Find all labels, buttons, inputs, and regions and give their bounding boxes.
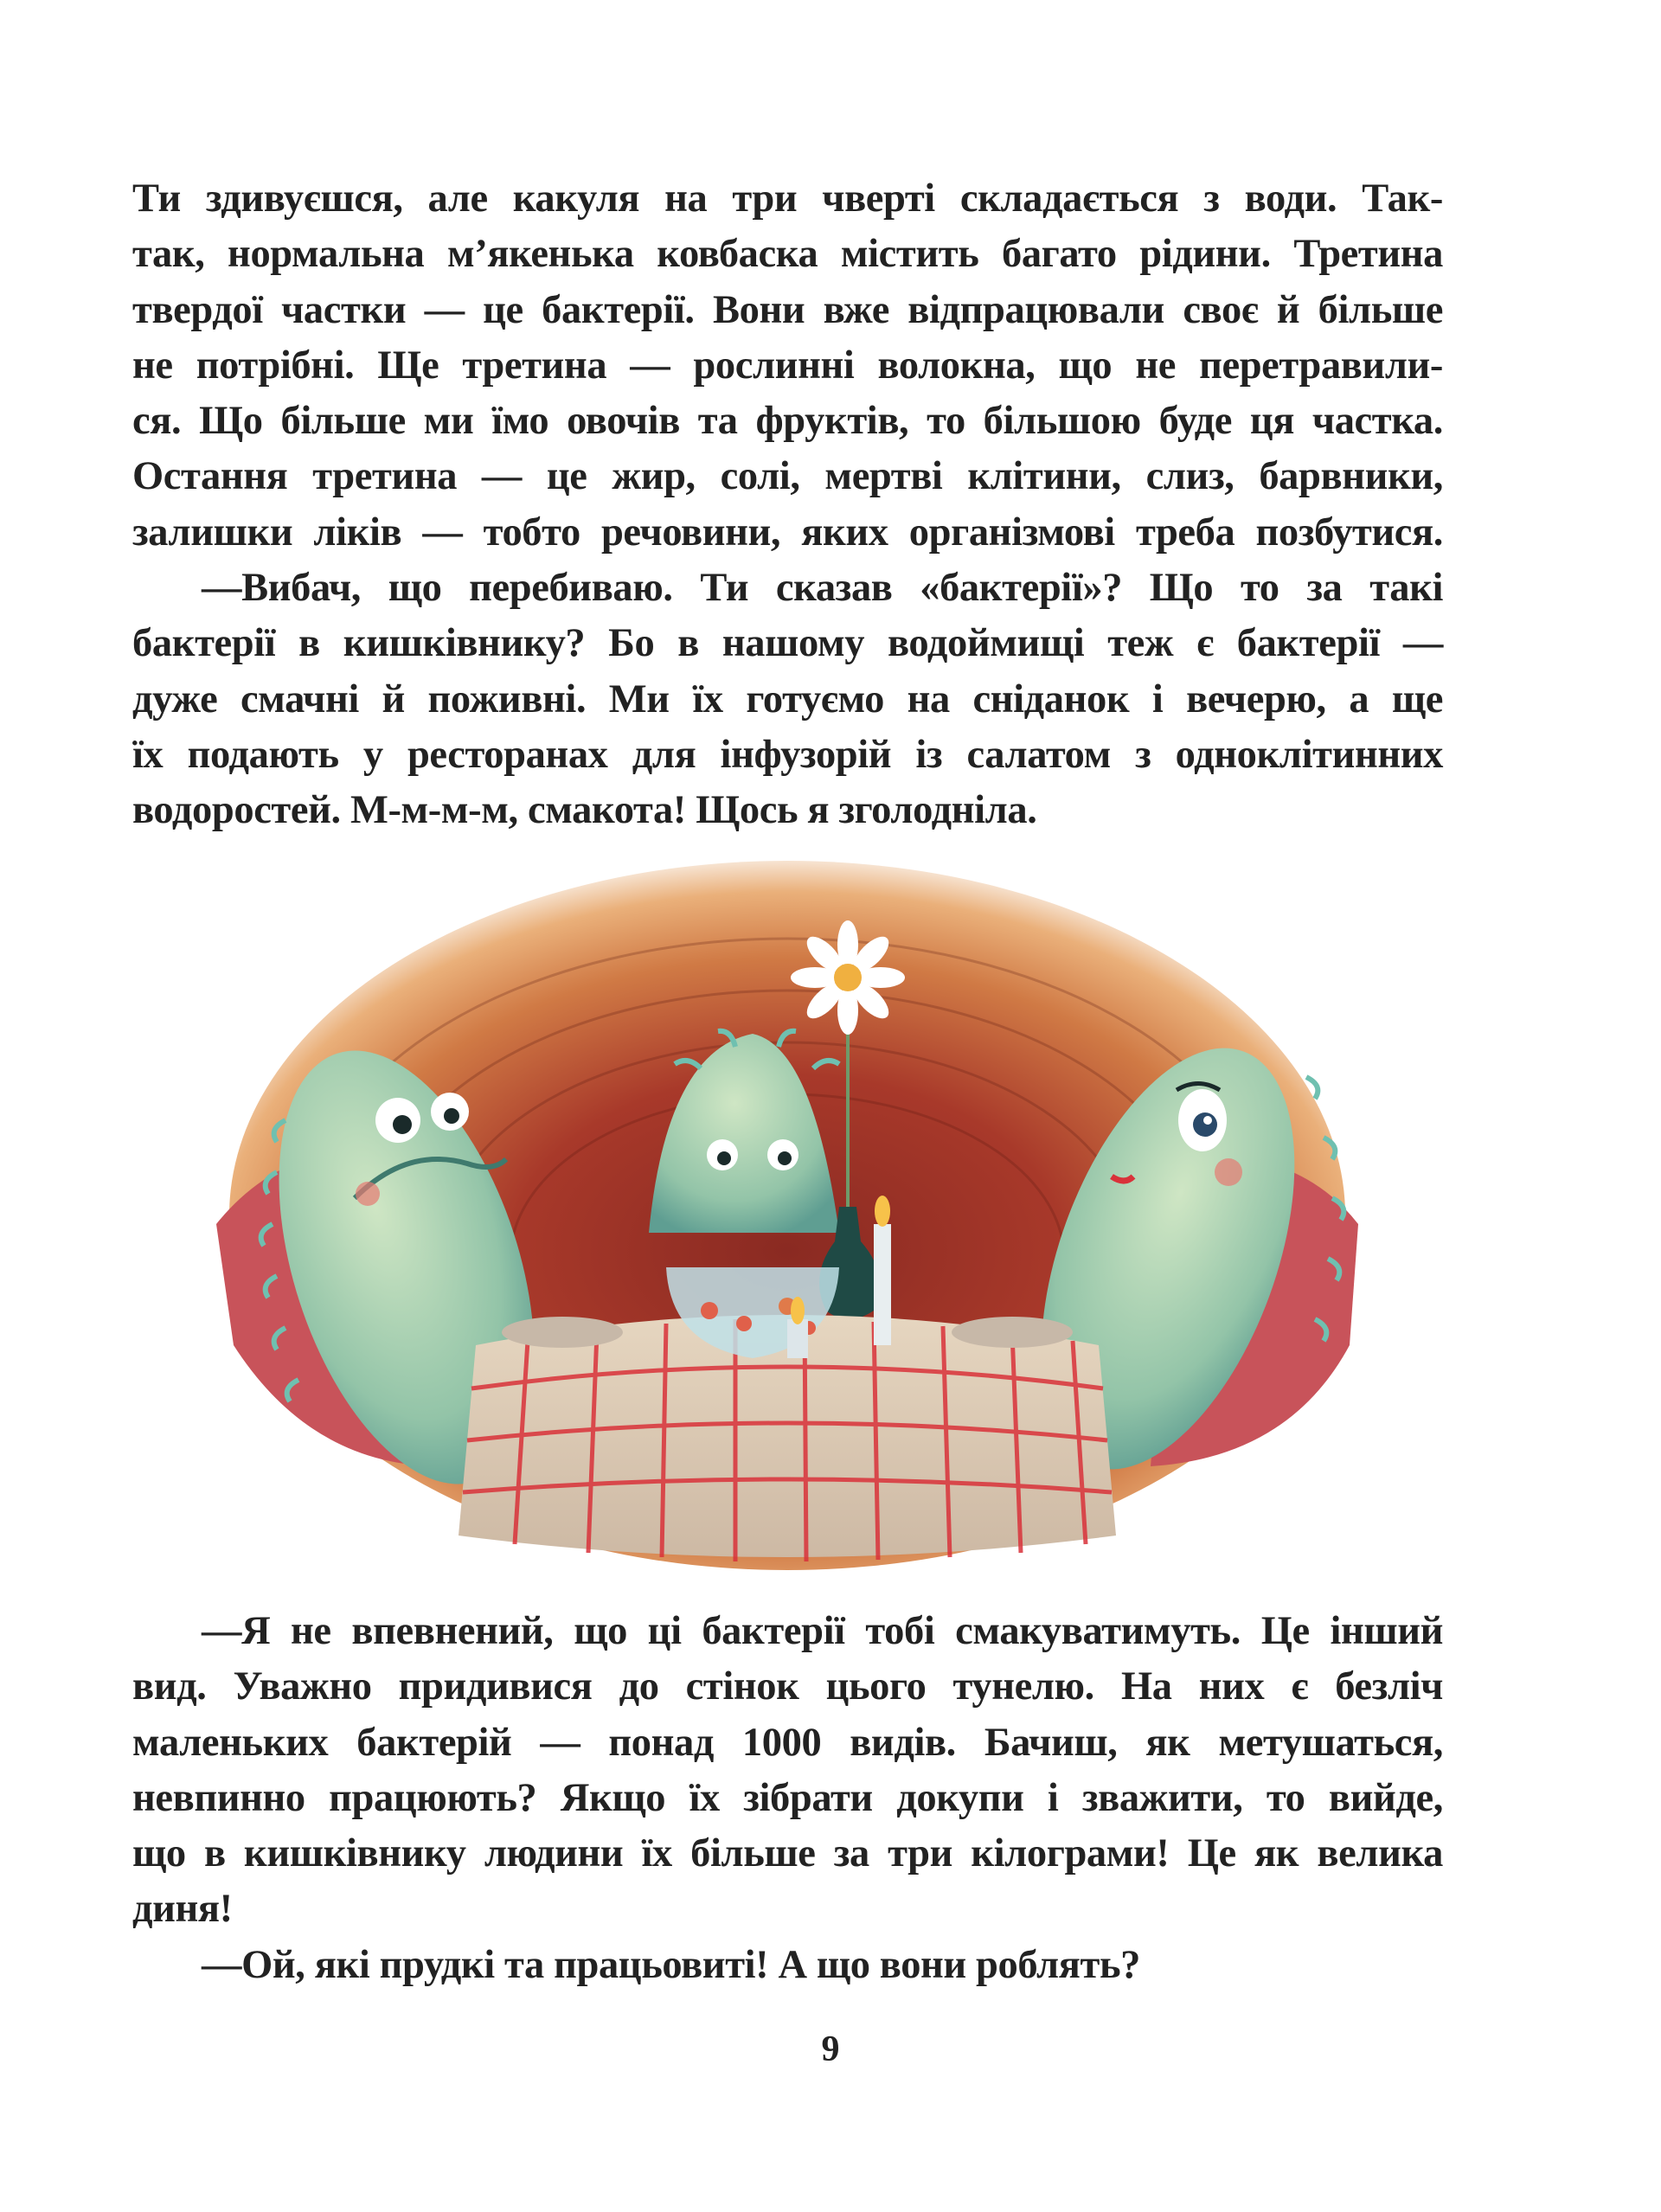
text-line: Остання третина — це жир, солі, мертві клітини, слиз, барвники,: [132, 454, 1443, 499]
text-line: ся. Що більше ми їмо овочів та фруктів, то більшою буде ця частка.: [132, 399, 1443, 444]
lower-text: [132, 1604, 1443, 1993]
upper-text: [132, 171, 1443, 839]
text-line: не потрібні. Ще третина — рослинні волокна, що не перетравили-: [132, 343, 1443, 388]
page-number: 9: [821, 2029, 840, 2069]
text-line: вид. Уважно придивися до стінок цього тунелю. На них є безліч: [132, 1664, 1443, 1709]
text-line: так, нормальна м’якенька ковбаска містить багато рідини. Третина: [132, 232, 1443, 277]
text-line: твердої частки — це бактерії. Вони вже відпрацювали своє й більше: [132, 287, 1443, 332]
text-line: залишки ліків — тобто речовини, яких організмові треба позбутися.: [132, 510, 1443, 555]
text-line: бактерії в кишківнику? Бо в нашому водоймищі теж є бактерії —: [132, 621, 1443, 666]
text-line: невпинно працюють? Якщо їх зібрати докупи і зважити, то вийде,: [132, 1775, 1443, 1820]
bacteria-dinner-illustration: [182, 861, 1393, 1579]
text-line: що в кишківнику людини їх більше за три кілограми! Це як велика: [132, 1831, 1443, 1876]
text-line: їх подають у ресторанах для інфузорій із салатом з одноклітинних: [132, 732, 1443, 777]
text-line: —Я не впевнений, що ці бактерії тобі смакуватимуть. Це інший: [202, 1609, 1443, 1653]
text-line: —Ой, які прудкі та працьовиті! А що вони роблять?: [202, 1942, 1140, 1987]
text-line: маленьких бактерій — понад 1000 видів. Бачиш, як метушаться,: [132, 1720, 1443, 1765]
text-line: водоростей. М-м-м-м, смакота! Щось я зголодніла.: [132, 788, 1037, 833]
text-line: Ти здивуєшся, але какуля на три чверті складається з води. Так-: [132, 176, 1443, 221]
text-line: диня!: [132, 1887, 233, 1932]
text-line: —Вибач, що перебиваю. Ти сказав «бактерії»? Що то за такі: [202, 566, 1443, 611]
text-line: дуже смачні й поживні. Ми їх готуємо на сніданок і вечерю, а ще: [132, 676, 1443, 721]
